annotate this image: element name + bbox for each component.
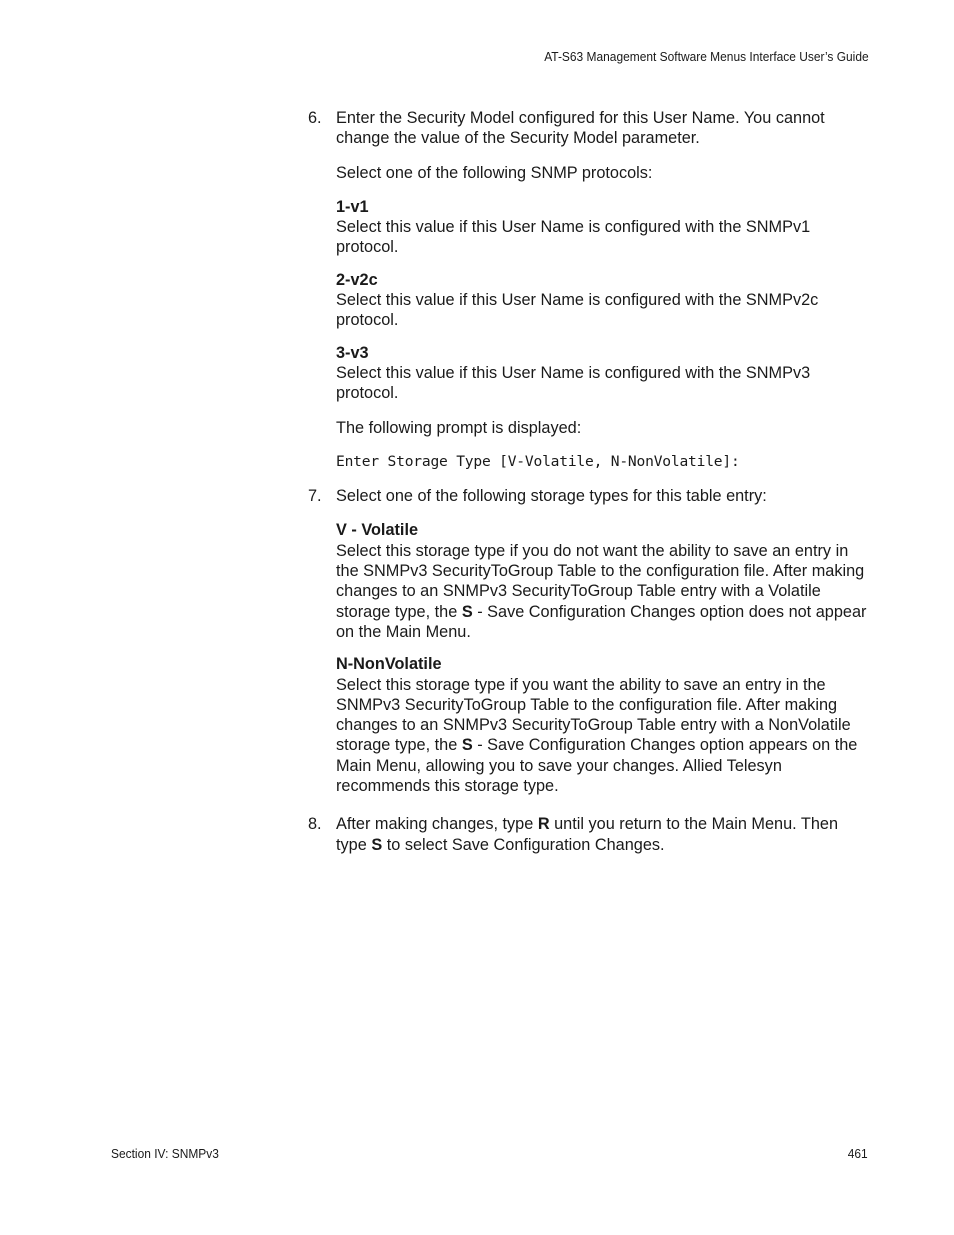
storage-type-prompt-code: Enter Storage Type [V-Volatile, N-NonVolatile]: [336, 452, 740, 470]
step-number: 7. [308, 487, 322, 506]
option-description: Select this value if this User Name is configured with the SNMPv3 protocol. [336, 363, 811, 403]
option-description [336, 675, 870, 797]
option-term: 1-v1 [336, 197, 369, 216]
option-nonvolatile [336, 654, 870, 796]
step-number: 6. [308, 109, 322, 127]
option-description [336, 541, 870, 642]
step-7 [308, 486, 870, 796]
option-2-v2c [336, 270, 870, 331]
desc-text: Select this storage type if you want the ability to save an entry in the SNMPv3 SecurityToGroup Table to the configuration file. After making changes to an SNMPv3 SecurityToGroup Table entry with a NonVolatile storage type, the [336, 675, 851, 755]
option-term: 2-v2c [336, 270, 378, 289]
running-header: AT-S63 Management Software Menus Interface User’s Guide [544, 49, 869, 64]
option-3-v3 [336, 343, 870, 404]
option-description: Select this value if this User Name is configured with the SNMPv1 protocol. [336, 218, 811, 257]
step-text [336, 814, 870, 855]
step-intro: Enter the Security Model configured for this User Name. You cannot change the value of the Security Model parameter. [336, 109, 825, 148]
option-term: N-NonVolatile [336, 655, 442, 674]
step-number: 8. [308, 815, 322, 834]
option-term: V - Volatile [336, 521, 419, 540]
text: to select Save Configuration Changes. [382, 835, 665, 854]
option-term: 3-v3 [336, 343, 369, 362]
save-key: S [461, 736, 473, 755]
option-1-v1 [336, 197, 870, 258]
prompt-intro-text: The following prompt is displayed: [336, 418, 582, 437]
option-description: Select this value if this User Name is configured with the SNMPv2c protocol. [336, 291, 819, 330]
return-key: R [537, 815, 550, 834]
footer-page-number: 461 [848, 1146, 868, 1161]
footer-section: Section IV: SNMPv3 [111, 1146, 219, 1161]
desc-text: - Save Configuration Changes option appears on the Main Menu, allowing you to save your changes. Allied Telesyn recommends this storage type. [336, 736, 858, 796]
document-body [308, 108, 870, 855]
step-intro: Select one of the following storage types for this table entry: [336, 487, 767, 506]
desc-text: Select this storage type if you do not want the ability to save an entry in the SNMPv3 SecurityToGroup Table to the configuration file. After making changes to an SNMPv3 SecurityToGroup Table entry with a Volatile storage type, the [336, 541, 865, 621]
option-volatile [336, 520, 870, 642]
save-key: S [461, 602, 473, 621]
desc-text: - Save Configuration Changes option does not appear on the Main Menu. [336, 602, 867, 641]
save-key: S [371, 835, 383, 854]
text: until you return to the Main Menu. Then type [336, 815, 838, 854]
select-protocol-text: Select one of the following SNMP protocols: [336, 163, 653, 182]
text: After making changes, type [336, 815, 538, 834]
step-6 [308, 108, 870, 472]
step-8 [308, 814, 870, 855]
